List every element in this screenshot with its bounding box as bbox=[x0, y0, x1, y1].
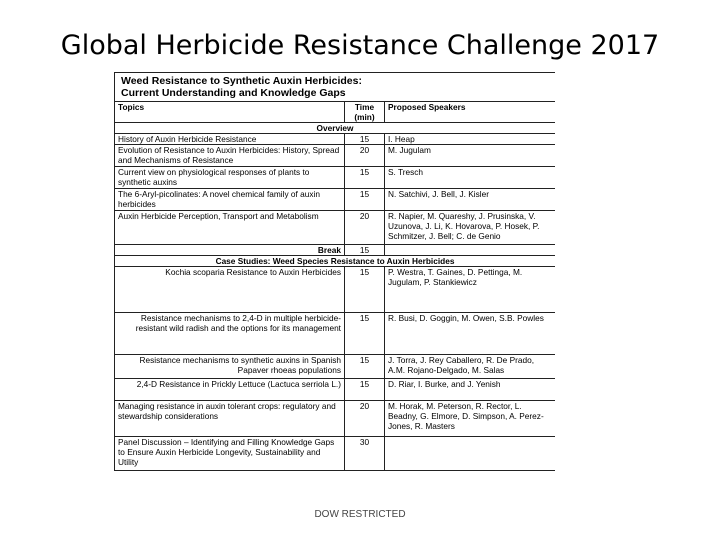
time-cell: 20 bbox=[345, 145, 385, 167]
speakers-cell: M. Horak, M. Peterson, R. Rector, L. Beadny, G. Elmore, D. Simpson, A. Perez-Jones, R. Masters bbox=[385, 401, 556, 437]
column-header-row bbox=[115, 102, 556, 123]
case-study-rows bbox=[115, 267, 556, 471]
document-title-row bbox=[115, 73, 556, 102]
topic-cell: Panel Discussion – Identifying and Filling Knowledge Gaps to Ensure Auxin Herbicide Longevity, Sustainability and Utility bbox=[115, 437, 345, 471]
topic-cell: Managing resistance in auxin tolerant crops: regulatory and stewardship considerations bbox=[115, 401, 345, 437]
time-cell: 20 bbox=[345, 211, 385, 245]
table-row bbox=[115, 189, 556, 211]
table-row bbox=[115, 355, 556, 379]
document-title-line2: Current Understanding and Knowledge Gaps bbox=[121, 87, 346, 99]
table-row bbox=[115, 267, 556, 313]
time-cell: 15 bbox=[345, 313, 385, 355]
time-cell: 15 bbox=[345, 267, 385, 313]
case-studies-section-row bbox=[115, 256, 556, 267]
time-cell: 20 bbox=[345, 401, 385, 437]
table-row bbox=[115, 379, 556, 401]
overview-rows bbox=[115, 134, 556, 245]
topic-cell: Auxin Herbicide Perception, Transport and Metabolism bbox=[115, 211, 345, 245]
agenda-document bbox=[114, 72, 555, 508]
document-title-line1: Weed Resistance to Synthetic Auxin Herbicides: bbox=[121, 75, 362, 87]
overview-section-row bbox=[115, 123, 556, 134]
table-row bbox=[115, 167, 556, 189]
speakers-cell: M. Jugulam bbox=[385, 145, 556, 167]
time-cell: 15 bbox=[345, 167, 385, 189]
case-studies-label: Case Studies: Weed Species Resistance to Auxin Herbicides bbox=[115, 256, 556, 267]
time-cell: 15 bbox=[345, 134, 385, 145]
speakers-cell: N. Satchivi, J. Bell, J. Kisler bbox=[385, 189, 556, 211]
speakers-cell: S. Tresch bbox=[385, 167, 556, 189]
agenda-table bbox=[114, 72, 555, 471]
table-row bbox=[115, 145, 556, 167]
slide-title: Global Herbicide Resistance Challenge 2017 bbox=[60, 30, 660, 61]
break-speakers bbox=[385, 245, 556, 256]
speakers-cell bbox=[385, 437, 556, 471]
speakers-cell: J. Torra, J. Rey Caballero, R. De Prado, A.M. Rojano-Delgado, M. Salas bbox=[385, 355, 556, 379]
col-time-header: Time (min) bbox=[345, 102, 385, 123]
speakers-cell: P. Westra, T. Gaines, D. Pettinga, M. Jugulam, P. Stankiewicz bbox=[385, 267, 556, 313]
break-time: 15 bbox=[345, 245, 385, 256]
speakers-cell: R. Napier, M. Quareshy, J. Prusinska, V. Uzunova, J. Li, K. Hovarova, P. Hosek, P. Schmitzer, J. Bell; C. de Genio bbox=[385, 211, 556, 245]
col-speakers-header: Proposed Speakers bbox=[385, 102, 556, 123]
table-row bbox=[115, 134, 556, 145]
classification-footer: DOW RESTRICTED bbox=[314, 509, 406, 520]
topic-cell: History of Auxin Herbicide Resistance bbox=[115, 134, 345, 145]
table-row bbox=[115, 401, 556, 437]
time-cell: 15 bbox=[345, 379, 385, 401]
col-topics-header: Topics bbox=[115, 102, 345, 123]
topic-cell: Evolution of Resistance to Auxin Herbicides: History, Spread and Mechanisms of Resistance bbox=[115, 145, 345, 167]
table-row bbox=[115, 437, 556, 471]
topic-cell: Resistance mechanisms to synthetic auxins in Spanish Papaver rhoeas populations bbox=[115, 355, 345, 379]
table-row bbox=[115, 211, 556, 245]
break-label: Break bbox=[115, 245, 345, 256]
time-cell: 30 bbox=[345, 437, 385, 471]
topic-cell: Kochia scoparia Resistance to Auxin Herbicides bbox=[115, 267, 345, 313]
time-cell: 15 bbox=[345, 189, 385, 211]
break-row bbox=[115, 245, 556, 256]
topic-cell: Resistance mechanisms to 2,4-D in multiple herbicide-resistant wild radish and the options for its management bbox=[115, 313, 345, 355]
topic-cell: 2,4-D Resistance in Prickly Lettuce (Lactuca serriola L.) bbox=[115, 379, 345, 401]
speakers-cell: R. Busi, D. Goggin, M. Owen, S.B. Powles bbox=[385, 313, 556, 355]
topic-cell: Current view on physiological responses of plants to synthetic auxins bbox=[115, 167, 345, 189]
speakers-cell: I. Heap bbox=[385, 134, 556, 145]
speakers-cell: D. Riar, I. Burke, and J. Yenish bbox=[385, 379, 556, 401]
topic-cell: The 6-Aryl-picolinates: A novel chemical family of auxin herbicides bbox=[115, 189, 345, 211]
table-row bbox=[115, 313, 556, 355]
time-cell: 15 bbox=[345, 355, 385, 379]
overview-label: Overview bbox=[115, 123, 556, 134]
